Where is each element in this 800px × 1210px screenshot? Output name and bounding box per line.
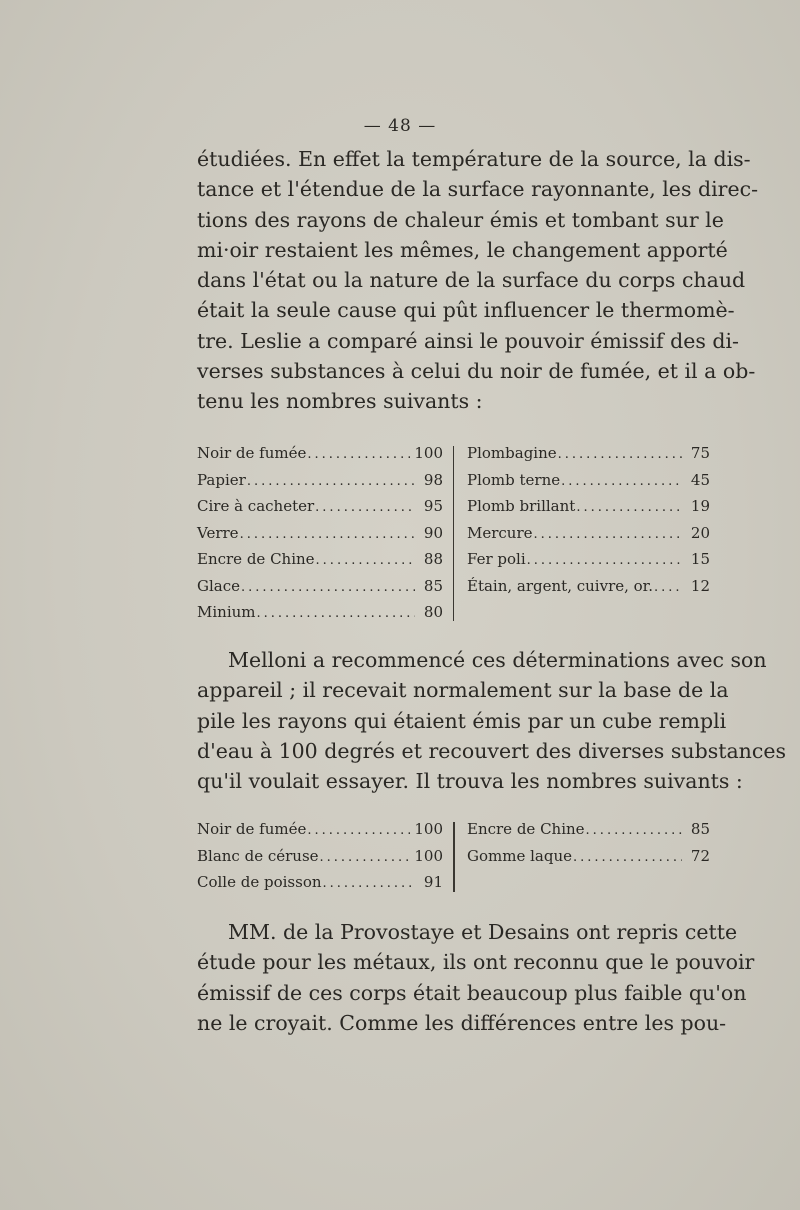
- emissive-value: 95: [423, 497, 443, 515]
- table-row: [467, 816, 710, 843]
- emissive-value: 88: [423, 550, 443, 568]
- substance-name: Fer poli: [467, 550, 526, 568]
- table-row: [467, 440, 710, 467]
- table-row: [467, 493, 710, 520]
- emissive-value: 100: [414, 820, 443, 838]
- substance-name: Papier: [197, 470, 246, 489]
- text-line: tions des rayons de chaleur émis et tombant sur le: [197, 207, 724, 232]
- emissive-value: 72: [690, 846, 710, 865]
- paragraph-melloni: [197, 645, 787, 796]
- leader-dots: [307, 442, 410, 469]
- leader-dots: [315, 495, 415, 522]
- substance-name: Gomme laque: [467, 846, 572, 865]
- text-line: tance et l'étendue de la surface rayonnante, les direc-: [197, 177, 758, 202]
- substance-name: Cire à cacheter: [197, 497, 315, 515]
- page-number: — 48 —: [363, 116, 437, 136]
- substance-name: Plomb terne: [467, 470, 561, 489]
- emissive-value: 12: [690, 576, 710, 595]
- emissive-value: 100: [414, 846, 443, 865]
- emissive-value: 85: [423, 576, 443, 595]
- leader-dots: [573, 845, 682, 872]
- text-line: MM. de la Provostaye et Desains ont repris cette: [228, 920, 738, 944]
- table-column-right: [467, 816, 710, 869]
- emissive-value: 98: [423, 470, 443, 489]
- emissive-value: 75: [690, 444, 710, 462]
- text-line: étudiées. En effet la température de la source, la dis-: [197, 147, 751, 171]
- substance-name: Minium: [197, 603, 256, 621]
- leader-dots: [247, 469, 415, 496]
- text-line: pile les rayons qui étaient émis par un cube rempli: [197, 708, 727, 733]
- leader-dots: [241, 575, 415, 602]
- substance-name: Plombagine: [467, 444, 557, 462]
- table-row: [467, 843, 710, 870]
- text-line: mi·oir restaient les mêmes, le changement apporté: [197, 237, 728, 262]
- leader-dots: [323, 871, 415, 898]
- table-row: [197, 573, 443, 600]
- leader-dots: [527, 548, 682, 575]
- emissive-value: 20: [690, 523, 710, 542]
- leader-dots: [586, 818, 682, 845]
- emissive-value: 91: [423, 873, 443, 891]
- table-row: [467, 520, 710, 547]
- emissive-value: 85: [690, 820, 710, 838]
- table-row: [197, 440, 443, 467]
- table-row: [197, 816, 443, 843]
- table-row: [197, 467, 443, 494]
- text-line: dans l'état ou la nature de la surface du corps chaud: [197, 268, 746, 293]
- table-row: [197, 520, 443, 547]
- emissive-value: 80: [423, 603, 443, 621]
- substance-name: Étain, argent, cuivre, or.: [467, 576, 653, 595]
- leader-dots: [534, 522, 682, 549]
- column-divider: [453, 822, 455, 892]
- leader-dots: [558, 442, 682, 469]
- substance-name: Colle de poisson: [197, 873, 322, 891]
- table-column-left: [197, 440, 443, 626]
- substance-name: Encre de Chine: [197, 550, 315, 568]
- leader-dots: [257, 601, 416, 628]
- text-line: étude pour les métaux, ils ont reconnu que le pouvoir: [197, 950, 755, 975]
- leader-dots: [320, 845, 411, 872]
- leader-dots: [240, 522, 415, 549]
- emissive-value: 90: [423, 523, 443, 542]
- leader-dots: [576, 495, 682, 522]
- leader-dots: [654, 575, 682, 602]
- text-line: tre. Leslie a comparé ainsi le pouvoir émissif des di-: [197, 328, 739, 353]
- text-line: ne le croyait. Comme les différences entre les pou-: [197, 1010, 727, 1035]
- table-row: [467, 467, 710, 494]
- paragraph-leslie: [197, 144, 758, 417]
- substance-name: Noir de fumée: [197, 820, 307, 838]
- paragraph-provostaye-desains: [197, 917, 755, 1038]
- emissive-value: 100: [414, 444, 443, 462]
- text-line: tenu les nombres suivants :: [197, 389, 483, 414]
- leader-dots: [561, 469, 682, 496]
- table-row: [197, 599, 443, 626]
- table-column-left: [197, 816, 443, 896]
- text-line: verses substances à celui du noir de fumée, et il a ob-: [197, 359, 756, 384]
- text-line: d'eau à 100 degrés et recouvert des diverses substances: [197, 738, 787, 763]
- substance-name: Blanc de céruse: [197, 846, 319, 865]
- substance-name: Encre de Chine: [467, 820, 585, 838]
- substance-name: Verre: [197, 523, 239, 542]
- text-line: émissif de ces corps était beaucoup plus faible qu'on: [197, 980, 747, 1005]
- substance-name: Plomb brillant: [467, 497, 576, 515]
- table-row: [467, 546, 710, 573]
- text-line: qu'il voulait essayer. Il trouva les nombres suivants :: [197, 769, 743, 794]
- table-column-right: [467, 440, 710, 599]
- leader-dots: [307, 818, 410, 845]
- table-row: [197, 843, 443, 870]
- leader-dots: [316, 548, 415, 575]
- substance-name: Glace: [197, 576, 241, 595]
- column-divider: [453, 446, 454, 621]
- emissive-value: 45: [690, 470, 710, 489]
- emissive-value: 15: [690, 550, 710, 568]
- table-row: [467, 573, 710, 600]
- emissive-value: 19: [690, 497, 710, 515]
- table-row: [197, 546, 443, 573]
- text-line: était la seule cause qui pût influencer le thermomè-: [197, 298, 735, 323]
- text-line: Melloni a recommencé ces déterminations avec son: [228, 648, 767, 672]
- table-row: [197, 493, 443, 520]
- table-row: [197, 869, 443, 896]
- text-line: appareil ; il recevait normalement sur la base de la: [197, 678, 729, 703]
- substance-name: Mercure: [467, 523, 533, 542]
- substance-name: Noir de fumée: [197, 444, 307, 462]
